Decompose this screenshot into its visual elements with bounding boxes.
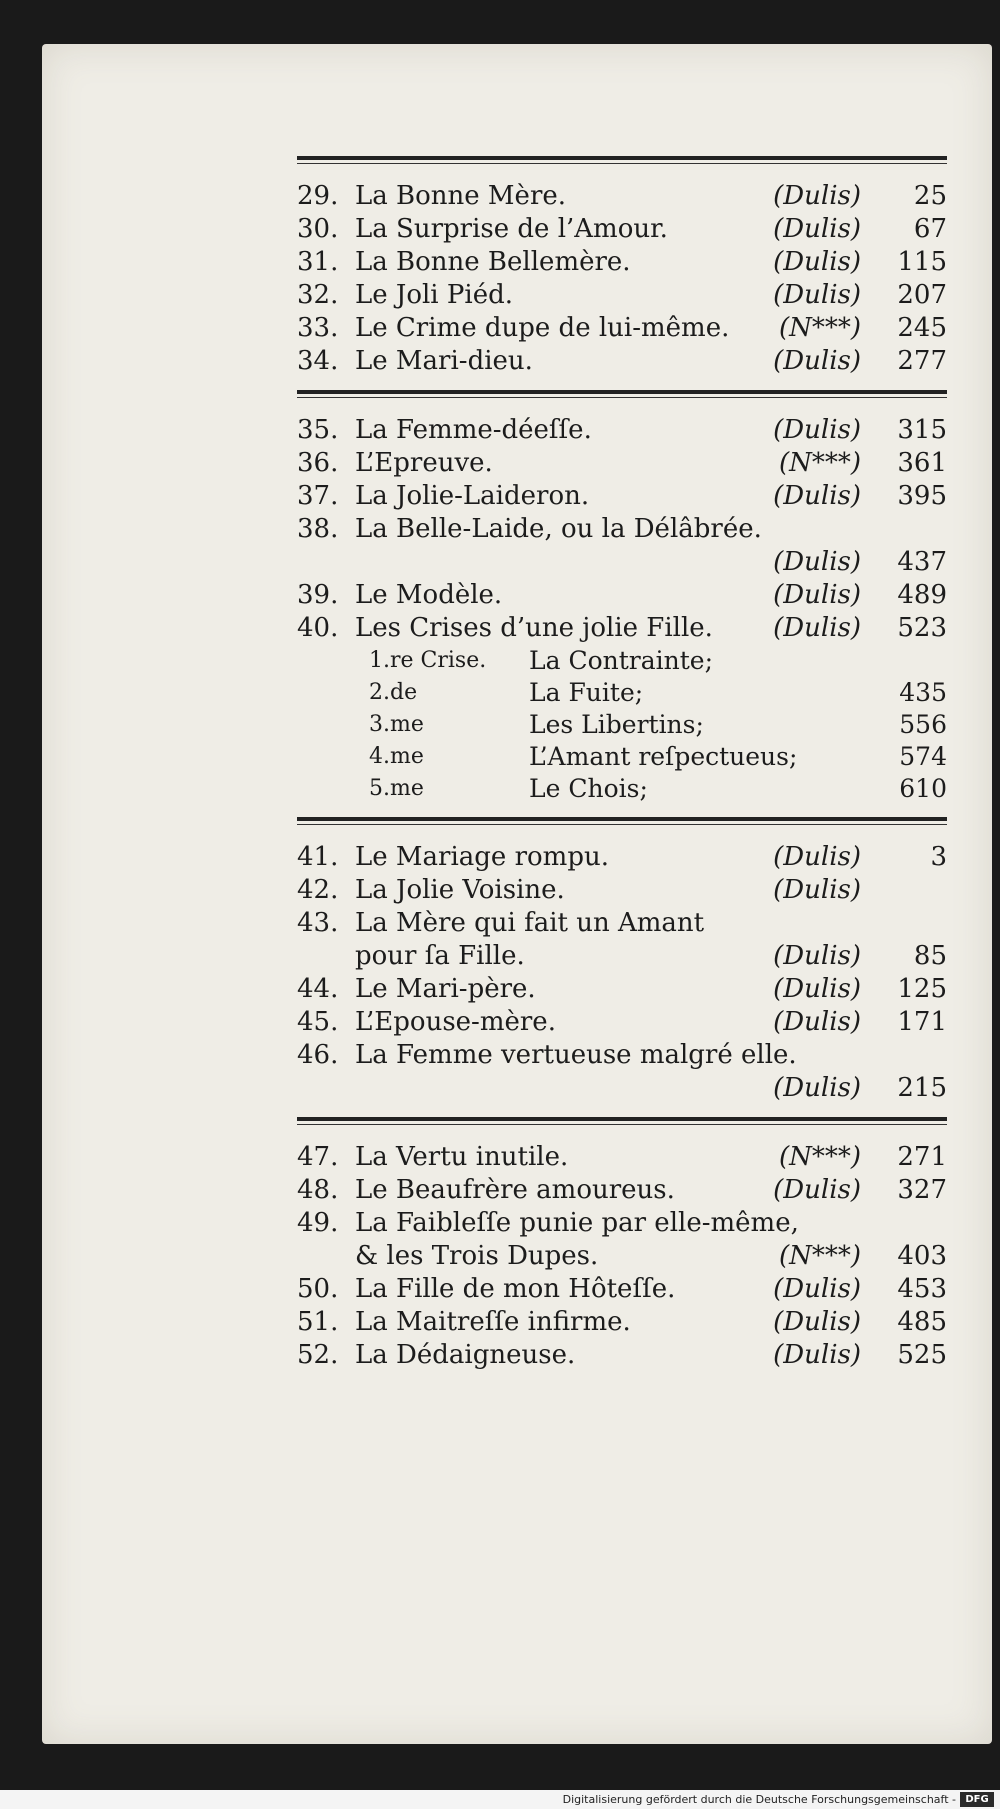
toc-entry bbox=[297, 1141, 947, 1174]
entry-author: (N***) bbox=[778, 313, 861, 343]
entry-title: Les Crises d’une jolie Fille. bbox=[355, 613, 713, 643]
toc-entry bbox=[297, 345, 947, 378]
toc-entry bbox=[297, 447, 947, 480]
entry-author: (Dulis) bbox=[773, 974, 861, 1004]
book-page bbox=[42, 44, 992, 1744]
entry-author: (Dulis) bbox=[773, 481, 861, 511]
entry-page-number: 525 bbox=[897, 1340, 947, 1370]
toc-entry bbox=[297, 312, 947, 345]
toc-entry bbox=[297, 480, 947, 513]
entry-author: (Dulis) bbox=[773, 580, 861, 610]
entry-page-number: 171 bbox=[897, 1007, 947, 1037]
entry-author: (Dulis) bbox=[773, 247, 861, 277]
entry-title: Le Mari-père. bbox=[355, 974, 536, 1004]
entry-page-number: 271 bbox=[897, 1142, 947, 1172]
entry-number: 43. bbox=[297, 908, 339, 938]
entry-title: La Bonne Mère. bbox=[355, 181, 567, 211]
crise-number: 4.me bbox=[369, 744, 424, 769]
toc-entry bbox=[297, 279, 947, 312]
toc-entry bbox=[297, 1072, 947, 1105]
entry-title: La Maitreſſe infirme. bbox=[355, 1307, 631, 1337]
entry-number: 44. bbox=[297, 974, 339, 1004]
entry-number: 34. bbox=[297, 346, 339, 376]
section-rule bbox=[297, 386, 947, 404]
crise-page-number: 574 bbox=[899, 742, 947, 771]
entry-number: 51. bbox=[297, 1307, 339, 1337]
entry-page-number: 85 bbox=[913, 941, 947, 971]
entry-number: 33. bbox=[297, 313, 339, 343]
toc-entry bbox=[297, 907, 947, 940]
entry-author: (N***) bbox=[778, 1142, 861, 1172]
crise-page-number: 610 bbox=[899, 774, 947, 803]
entry-number: 39. bbox=[297, 580, 339, 610]
entry-page-number: 523 bbox=[897, 613, 947, 643]
dfg-logo: DFG bbox=[960, 1792, 994, 1807]
entry-number: 32. bbox=[297, 280, 339, 310]
entry-page-number: 361 bbox=[897, 448, 947, 478]
entry-author: (Dulis) bbox=[773, 346, 861, 376]
section-rule bbox=[297, 813, 947, 831]
entry-number: 37. bbox=[297, 481, 339, 511]
crise-number: 2.de bbox=[369, 680, 418, 705]
entry-title: La Surprise de l’Amour. bbox=[355, 214, 668, 244]
entry-author: (Dulis) bbox=[773, 1307, 861, 1337]
toc-entry bbox=[297, 213, 947, 246]
entry-number: 42. bbox=[297, 875, 339, 905]
entry-page-number: 327 bbox=[897, 1175, 947, 1205]
entry-page-number: 315 bbox=[897, 415, 947, 445]
entry-title: La Jolie Voisine. bbox=[355, 875, 565, 905]
entry-author: (Dulis) bbox=[773, 280, 861, 310]
crise-name: La Contrainte; bbox=[529, 646, 713, 675]
entry-number: 52. bbox=[297, 1340, 339, 1370]
crise-page-number: 556 bbox=[899, 710, 947, 739]
toc-entry bbox=[297, 1339, 947, 1372]
toc-entry bbox=[297, 180, 947, 213]
crise-entry bbox=[297, 709, 947, 741]
crise-entry bbox=[297, 645, 947, 677]
crise-name: Le Chois; bbox=[529, 774, 648, 803]
rule-thick-line bbox=[297, 817, 947, 821]
entry-page-number: 3 bbox=[930, 842, 947, 872]
entry-author: (Dulis) bbox=[773, 214, 861, 244]
entry-author: (Dulis) bbox=[773, 1073, 861, 1103]
entry-author: (Dulis) bbox=[773, 415, 861, 445]
entry-number: 38. bbox=[297, 514, 339, 544]
entry-title: Le Beaufrère amoureus. bbox=[355, 1175, 675, 1205]
entry-number: 45. bbox=[297, 1007, 339, 1037]
rule-thick-line bbox=[297, 156, 947, 160]
entry-title: La Femme-déeſſe. bbox=[355, 415, 592, 445]
toc-section bbox=[297, 1141, 947, 1372]
entry-number: 35. bbox=[297, 415, 339, 445]
crise-name: La Fuite; bbox=[529, 678, 644, 707]
entry-author: (Dulis) bbox=[773, 1175, 861, 1205]
toc-entry bbox=[297, 973, 947, 1006]
entry-number: 40. bbox=[297, 613, 339, 643]
entry-title: Le Modèle. bbox=[355, 580, 503, 610]
entry-page-number: 437 bbox=[897, 547, 947, 577]
toc-entry bbox=[297, 612, 947, 645]
entry-page-number: 215 bbox=[897, 1073, 947, 1103]
footer-text: Digitalisierung gefördert durch die Deutsche Forschungsgemeinschaft - bbox=[562, 1793, 956, 1806]
entry-author: (N***) bbox=[778, 1241, 861, 1271]
toc-entry bbox=[297, 246, 947, 279]
entry-number: 36. bbox=[297, 448, 339, 478]
rule-thin-line bbox=[297, 824, 947, 825]
entry-author: (Dulis) bbox=[773, 842, 861, 872]
toc-section bbox=[297, 841, 947, 1105]
entry-number: 31. bbox=[297, 247, 339, 277]
entry-number: 50. bbox=[297, 1274, 339, 1304]
entry-page-number: 453 bbox=[897, 1274, 947, 1304]
toc-entry bbox=[297, 874, 947, 907]
rule-thick-line bbox=[297, 390, 947, 394]
toc-entry bbox=[297, 1039, 947, 1072]
entry-page-number: 115 bbox=[897, 247, 947, 277]
entry-page-number: 207 bbox=[897, 280, 947, 310]
entry-title: La Fille de mon Hôteſſe. bbox=[355, 1274, 676, 1304]
toc-entry bbox=[297, 414, 947, 447]
entry-title: Le Mari-dieu. bbox=[355, 346, 533, 376]
entry-number: 29. bbox=[297, 181, 339, 211]
entry-number: 47. bbox=[297, 1142, 339, 1172]
entry-author: (Dulis) bbox=[773, 547, 861, 577]
toc-section bbox=[297, 180, 947, 378]
crise-name: L’Amant reſpectueus; bbox=[529, 742, 798, 771]
entry-title: pour ſa Fille. bbox=[355, 941, 525, 971]
toc-entry bbox=[297, 1207, 947, 1240]
entry-number: 30. bbox=[297, 214, 339, 244]
entry-title: Le Mariage rompu. bbox=[355, 842, 609, 872]
crise-entry bbox=[297, 773, 947, 805]
section-rule bbox=[297, 152, 947, 170]
entry-page-number: 395 bbox=[897, 481, 947, 511]
entry-title: La Belle-Laide, ou la Délâbrée. bbox=[355, 514, 762, 544]
entry-title: La Dédaigneuse. bbox=[355, 1340, 576, 1370]
entry-title: L’Epreuve. bbox=[355, 448, 493, 478]
entry-title: La Faibleſſe punie par elle-même, bbox=[355, 1208, 799, 1238]
digitization-footer bbox=[0, 1790, 1000, 1809]
entry-title: Le Crime dupe de lui-même. bbox=[355, 313, 730, 343]
entry-title: La Mère qui fait un Amant bbox=[355, 908, 705, 938]
entry-title: L’Epouse-mère. bbox=[355, 1007, 556, 1037]
crise-name: Les Libertins; bbox=[529, 710, 704, 739]
entry-page-number: 245 bbox=[897, 313, 947, 343]
entry-page-number: 485 bbox=[897, 1307, 947, 1337]
toc-entry bbox=[297, 1174, 947, 1207]
toc-entry bbox=[297, 940, 947, 973]
entry-title: Le Joli Piéd. bbox=[355, 280, 513, 310]
entry-title: La Bonne Bellemère. bbox=[355, 247, 631, 277]
entry-page-number: 25 bbox=[913, 181, 947, 211]
toc-entry bbox=[297, 579, 947, 612]
entry-author: (Dulis) bbox=[773, 875, 861, 905]
entry-page-number: 403 bbox=[897, 1241, 947, 1271]
entry-title: & les Trois Dupes. bbox=[355, 1241, 599, 1271]
entry-author: (Dulis) bbox=[773, 941, 861, 971]
rule-thick-line bbox=[297, 1117, 947, 1121]
toc-entry bbox=[297, 1306, 947, 1339]
section-rule bbox=[297, 1113, 947, 1131]
entry-author: (Dulis) bbox=[773, 1007, 861, 1037]
crise-entry bbox=[297, 741, 947, 773]
entry-page-number: 67 bbox=[913, 214, 947, 244]
rule-thin-line bbox=[297, 163, 947, 164]
crise-entry bbox=[297, 677, 947, 709]
entry-author: (Dulis) bbox=[773, 181, 861, 211]
entry-number: 46. bbox=[297, 1040, 339, 1070]
toc-entry bbox=[297, 1006, 947, 1039]
entry-author: (Dulis) bbox=[773, 1274, 861, 1304]
entry-title: La Vertu inutile. bbox=[355, 1142, 569, 1172]
entry-number: 49. bbox=[297, 1208, 339, 1238]
entry-title: La Jolie-Laideron. bbox=[355, 481, 590, 511]
entry-page-number: 277 bbox=[897, 346, 947, 376]
toc-entry bbox=[297, 841, 947, 874]
rule-thin-line bbox=[297, 1124, 947, 1125]
crise-number: 1.re Crise. bbox=[369, 648, 487, 673]
entry-page-number: 125 bbox=[897, 974, 947, 1004]
rule-thin-line bbox=[297, 397, 947, 398]
crise-number: 3.me bbox=[369, 712, 424, 737]
toc-section bbox=[297, 414, 947, 805]
entry-author: (Dulis) bbox=[773, 613, 861, 643]
toc-entry bbox=[297, 1240, 947, 1273]
entry-author: (Dulis) bbox=[773, 1340, 861, 1370]
entry-author: (N***) bbox=[778, 448, 861, 478]
crise-number: 5.me bbox=[369, 776, 424, 801]
toc-entry bbox=[297, 1273, 947, 1306]
entry-page-number: 489 bbox=[897, 580, 947, 610]
entry-title: La Femme vertueuse malgré elle. bbox=[355, 1040, 797, 1070]
crise-page-number: 435 bbox=[899, 678, 947, 707]
toc-entry bbox=[297, 513, 947, 546]
table-of-contents bbox=[297, 144, 947, 1378]
entry-number: 48. bbox=[297, 1175, 339, 1205]
toc-entry bbox=[297, 546, 947, 579]
entry-number: 41. bbox=[297, 842, 339, 872]
